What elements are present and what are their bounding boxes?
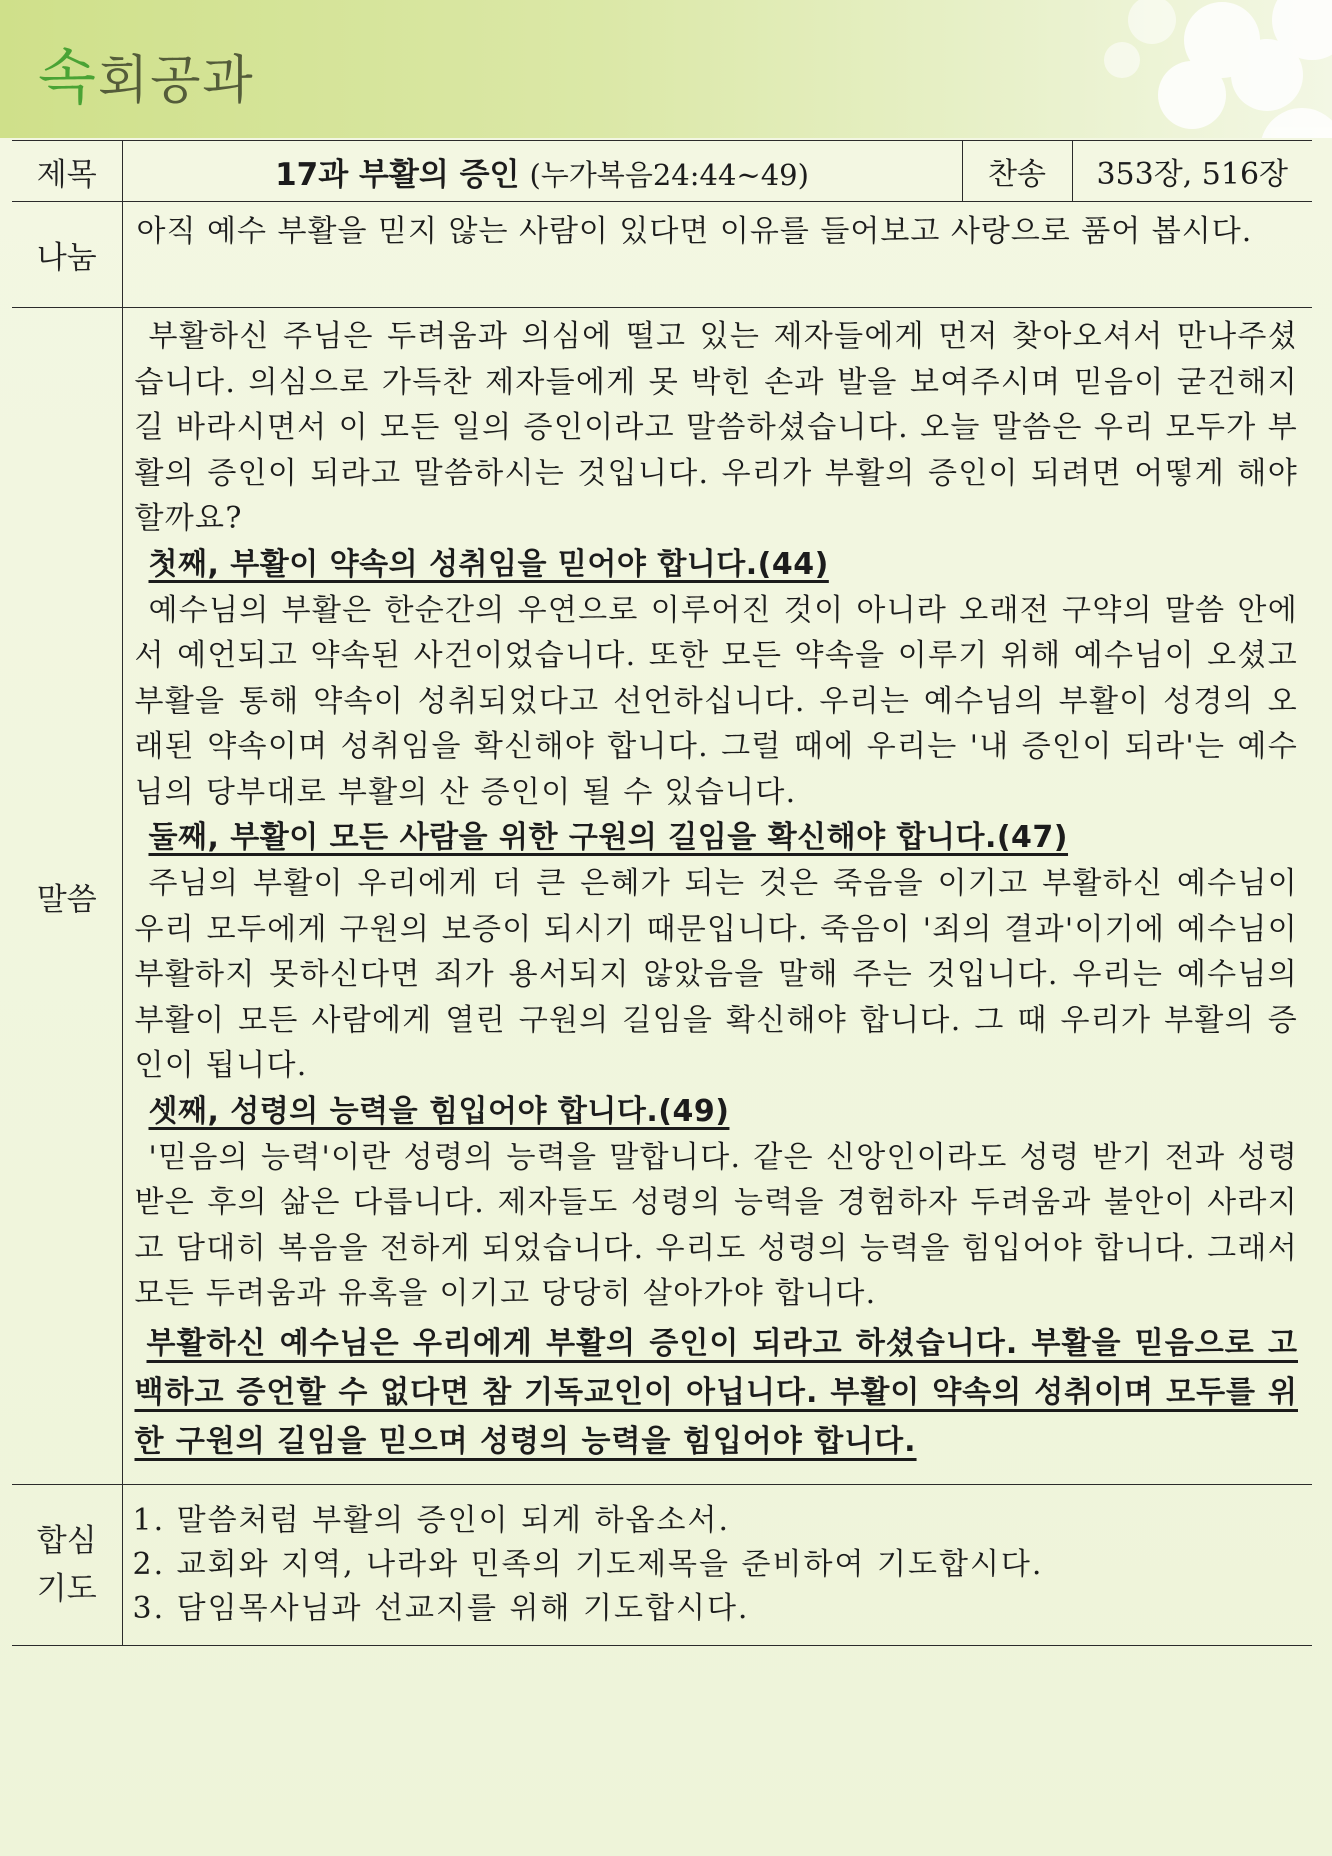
word-row (12, 308, 1312, 1485)
lesson-title-cell (122, 141, 962, 202)
prayer-row (12, 1485, 1312, 1646)
prayer-item: 3. 담임목사님과 선교지를 위해 기도합시다. (132, 1591, 750, 1626)
prayer-list (123, 1485, 1313, 1639)
lesson-table (12, 140, 1312, 1646)
prayer-body (122, 1485, 1312, 1646)
title-row (12, 141, 1312, 202)
point1-paragraph: 예수님의 부활은 한순간의 우연으로 이루어진 것이 아니라 오래전 구약의 말씀 안에서 예언되고 약속된 사건이었습니다. 또한 모든 약속을 이루기 위해 예수님이 오셨고 부활을 통해 약속이 성취되었다고 선언하십니다. 우리는 예수님의 부활이 성경의 오래된 약속이며 성취임을 확신해야 합니다. 그럴 때에 우리는 '내 증인이 되라'는 예수님의 당부대로 부활의 산 증인이 될 수 있습니다. (134, 592, 1298, 810)
word-label: 말씀 (12, 308, 122, 1485)
conclusion-paragraph: 부활하신 예수님은 우리에게 부활의 증인이 되라고 하셨습니다. 부활을 믿음으로 고백하고 증언할 수 없다면 참 기독교인이 아닙니다. 부활이 약속의 성취이며 모두를 위한 구원의 길임을 믿으며 성령의 능력을 힘입어야 합니다. (134, 1325, 1298, 1459)
point3-heading: 셋째, 성령의 능력을 힘입어야 합니다.(49) (148, 1093, 730, 1129)
prayer-label (12, 1485, 122, 1646)
point1-heading: 첫째, 부활이 약속의 성취임을 믿어야 합니다.(44) (148, 546, 829, 582)
prayer-item: 1. 말씀처럼 부활의 증인이 되게 하옵소서. (132, 1503, 731, 1538)
point2-heading: 둘째, 부활이 모든 사람을 위한 구원의 길임을 확신해야 합니다.(47) (148, 820, 1069, 855)
prayer-label-line2: 기도 (36, 1571, 97, 1607)
section-title: 속회공과 (38, 43, 255, 113)
intro-paragraph: 부활하신 주님은 두려움과 의심에 떨고 있는 제자들에게 먼저 찾아오셔서 만나주셨습니다. 의심으로 가득찬 제자들에게 못 박힌 손과 발을 보여주시며 믿음이 굳건해지길 바라시면서 이 모든 일의 증인이라고 말씀하셨습니다. 오늘 말씀은 우리 모두가 부활의 증인이 되라고 말씀하시는 것입니다. 우리가 부활의 증인이 되려면 어떻게 해야 할까요? (134, 319, 1298, 536)
point3-paragraph: '믿음의 능력'이란 성령의 능력을 말합니다. 같은 신앙인이라도 성령 받기 전과 성령 받은 후의 삶은 다릅니다. 제자들도 성령의 능력을 경험하자 두려움과 불안이 사라지고 담대히 복음을 전하게 되었습니다. 우리도 성령의 능력을 힘입어야 합니다. 그래서 모든 두려움과 유혹을 이기고 당당히 살아가야 합니다. (134, 1139, 1298, 1311)
prayer-item: 2. 교회와 지역, 나라와 민족의 기도제목을 준비하여 기도합시다. (132, 1547, 1044, 1582)
hymn-label: 찬송 (962, 141, 1072, 202)
prayer-label-line1: 합심 (36, 1523, 97, 1559)
share-text: 아직 예수 부활을 믿지 않는 사람이 있다면 이유를 들어보고 사랑으로 품어 봅시다. (122, 202, 1312, 308)
scripture-reference: (누가복음24:44~49) (529, 157, 809, 192)
share-row (12, 202, 1312, 308)
title-label: 제목 (12, 141, 122, 202)
hymn-value: 353장, 516장 (1072, 141, 1312, 202)
lesson-title: 17과 부활의 증인 (275, 156, 520, 193)
word-body (122, 308, 1312, 1485)
point2-paragraph: 주님의 부활이 우리에게 더 큰 은혜가 되는 것은 죽음을 이기고 부활하신 예수님이 우리 모두에게 구원의 보증이 되시기 때문입니다. 죽음이 '죄의 결과'이기에 예수님이 부활하지 못하신다면 죄가 용서되지 않았음을 말해 주는 것입니다. 우리는 예수님의 부활이 모든 사람에게 열린 구원의 길임을 확신해야 합니다. 그 때 우리가 부활의 증인이 됩니다. (134, 866, 1298, 1083)
share-label: 나눔 (12, 202, 122, 308)
